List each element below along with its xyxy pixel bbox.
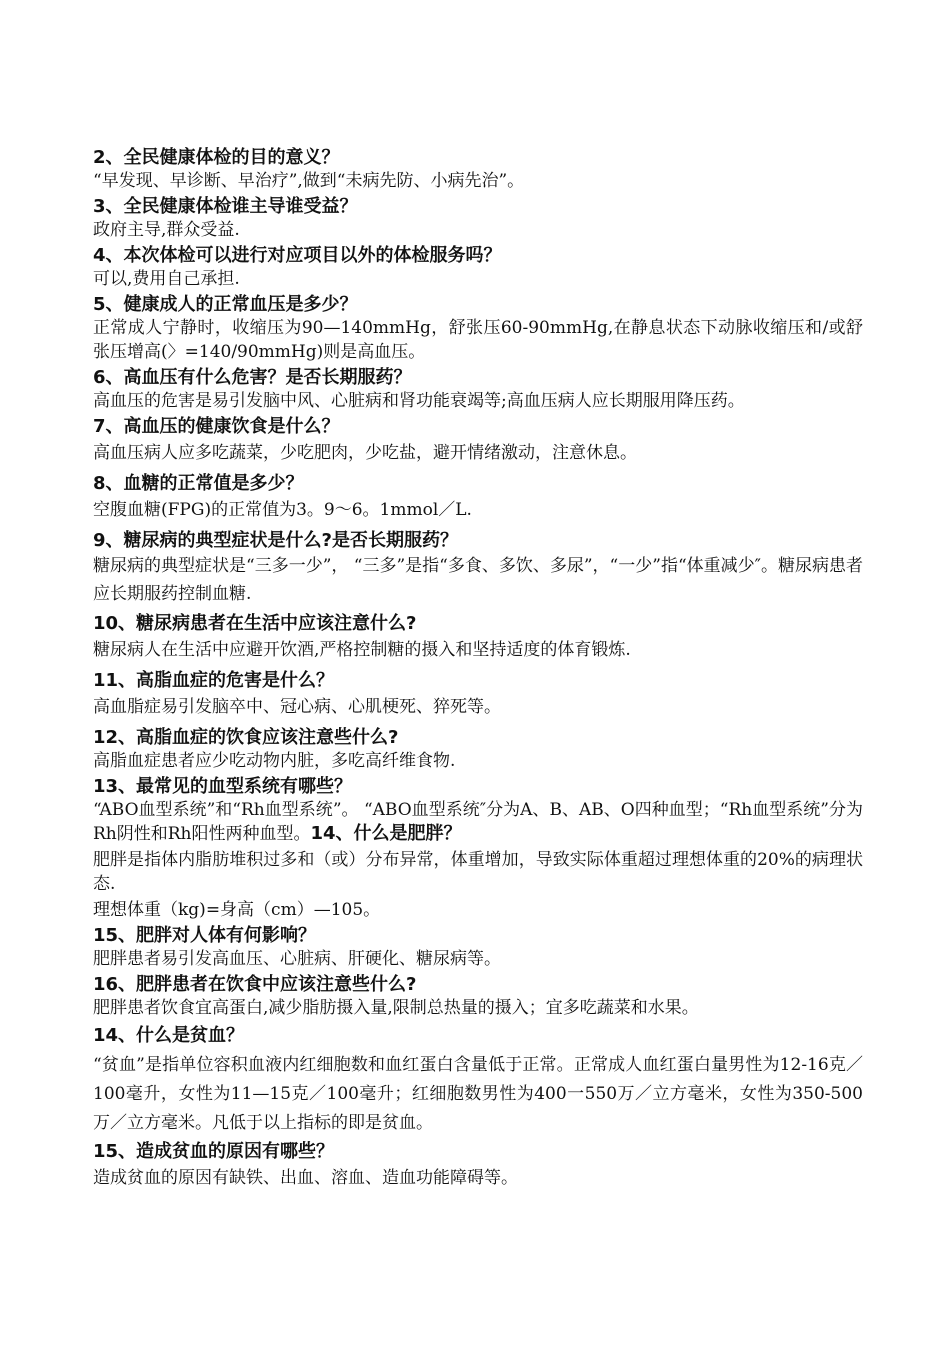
question-7: 7、高血压的健康饮食是什么？: [93, 416, 340, 437]
question-13: 13、最常见的血型系统有哪些？: [93, 776, 353, 797]
question-2: 2、全民健康体检的目的意义？: [93, 147, 340, 168]
answer-8: 空腹血糖(FPG)的正常值为3。9～6。1mmol／L.: [93, 500, 472, 520]
answer-4: 可以,费用自己承担.: [93, 269, 240, 289]
question-15-obesity: 15、肥胖对人体有何影响？: [93, 925, 317, 946]
question-3: 3、全民健康体检谁主导谁受益？: [93, 196, 358, 217]
question-14-anemia: 14、什么是贫血？: [93, 1025, 245, 1046]
answer-10: 糖尿病人在生活中应避开饮酒,严格控制糖的摄入和坚持适度的体育锻炼.: [93, 640, 631, 660]
question-10: 10、糖尿病患者在生活中应该注意什么?: [93, 613, 417, 634]
answer-11: 高血脂症易引发脑卒中、冠心病、心肌梗死、猝死等。: [93, 697, 501, 717]
question-16: 16、肥胖患者在饮食中应该注意些什么?: [93, 974, 417, 995]
answer-14-anemia: “贫血”是指单位容积血液内红细胞数和血红蛋白含量低于正常。正常成人血红蛋白量男性为12-16克／100毫升，女性为11—15克／100毫升；红细胞数男性为400一550万／立方毫米，女性为350-500万／立方毫米。凡低于以上指标的即是贫血。: [93, 1055, 863, 1133]
document-page: [93, 146, 863, 1197]
answer-13: [93, 798, 863, 846]
answer-15-obesity: 肥胖患者易引发高血压、心脏病、肝硬化、糖尿病等。: [93, 949, 501, 969]
question-12: 12、高脂血症的饮食应该注意些什么?: [93, 727, 399, 748]
question-11: 11、高脂血症的危害是什么？: [93, 670, 335, 691]
answer-16: 肥胖患者饮食宜高蛋白,减少脂肪摄入量,限制总热量的摄入；宜多吃蔬菜和水果。: [93, 998, 699, 1018]
answer-2: “早发现、早诊断、早治疗”,做到“未病先防、小病先治”。: [93, 171, 525, 191]
question-15-anemia: 15、造成贫血的原因有哪些？: [93, 1141, 335, 1162]
question-6: 6、高血压有什么危害？是否长期服药？: [93, 367, 412, 388]
answer-12: 高脂血症患者应少吃动物内脏，多吃高纤维食物.: [93, 751, 456, 771]
answer-7: 高血压病人应多吃蔬菜，少吃肥肉，少吃盐，避开情绪激动，注意休息。: [93, 443, 637, 463]
answer-15-anemia: 造成贫血的原因有缺铁、出血、溶血、造血功能障碍等。: [93, 1168, 518, 1188]
answer-5: 正常成人宁静时，收缩压为90—140mmHg，舒张压60-90mmHg,在静息状态下动脉收缩压和/或舒张压增高(〉=140/90mmHg)则是高血压。: [93, 318, 863, 362]
answer-14-ideal-weight: 理想体重（kg)=身高（cm）—105。: [93, 900, 381, 920]
answer-3: 政府主导,群众受益.: [93, 220, 240, 240]
question-8: 8、血糖的正常值是多少？: [93, 473, 304, 494]
question-14-obesity: 14、什么是肥胖？: [310, 823, 462, 844]
answer-9: 糖尿病的典型症状是“三多一少”， “三多”是指“多食、多饮、多尿”，“一少”指“体重减少″。糖尿病患者应长期服药控制血糖.: [93, 556, 863, 604]
question-9: 9、糖尿病的典型症状是什么?是否长期服药？: [93, 530, 458, 551]
answer-6: 高血压的危害是易引发脑中风、心脏病和肾功能衰竭等;高血压病人应长期服用降压药。: [93, 391, 745, 411]
question-5: 5、健康成人的正常血压是多少？: [93, 294, 358, 315]
question-4: 4、本次体检可以进行对应项目以外的体检服务吗？: [93, 245, 502, 266]
answer-13-text: “ABO血型系统”和“Rh血型系统”。 “ABO血型系统″分为A、B、AB、O四种血型；“Rh血型系统”分为Rh阴性和Rh阳性两种血型。: [93, 800, 863, 844]
answer-14-obesity: 肥胖是指体内脂肪堆积过多和（或）分布异常，体重增加，导致实际体重超过理想体重的20%的病理状态.: [93, 850, 863, 894]
